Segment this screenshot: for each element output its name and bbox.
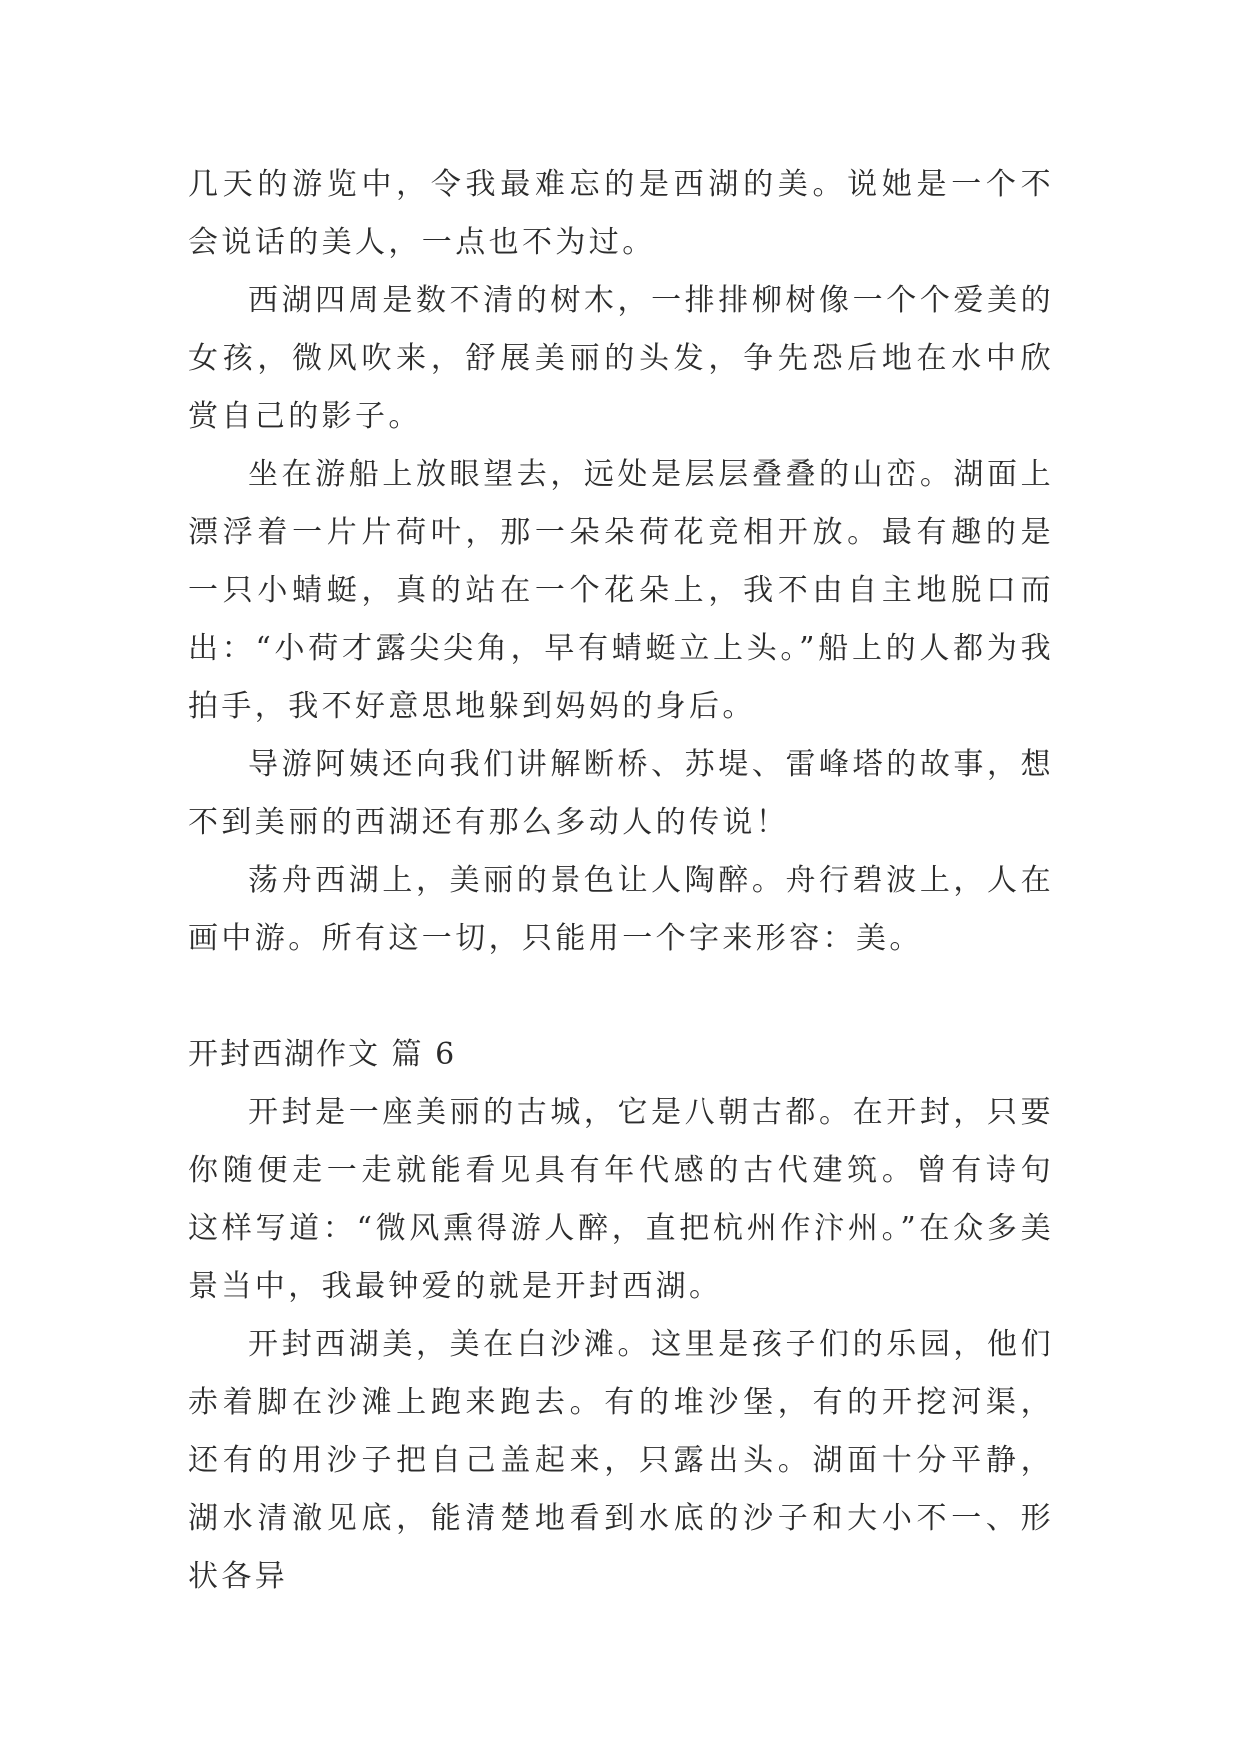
paragraph: 导游阿姨还向我们讲解断桥、苏堤、雷峰塔的故事，想不到美丽的西湖还有那么多动人的传说！ — [188, 747, 1054, 840]
document-body — [188, 156, 1054, 1606]
section-title: 开封西湖作文 篇 6 — [188, 1037, 457, 1072]
paragraph: 开封西湖美，美在白沙滩。这里是孩子们的乐园，他们赤着脚在沙滩上跑来跑去。有的堆沙堡，有的开挖河渠，还有的用沙子把自己盖起来，只露出头。湖面十分平静，湖水清澈见底，能清楚地看到水底的沙子和大小不一、形状各异 — [188, 1327, 1054, 1594]
paragraph: 开封是一座美丽的古城，它是八朝古都。在开封，只要你随便走一走就能看见具有年代感的古代建筑。曾有诗句这样写道：“微风熏得游人醉，直把杭州作汴州。”在众多美景当中，我最钟爱的就是开封西湖。 — [188, 1095, 1054, 1304]
paragraph: 坐在游船上放眼望去，远处是层层叠叠的山峦。湖面上漂浮着一片片荷叶，那一朵朵荷花竞相开放。最有趣的是一只小蜻蜓，真的站在一个花朵上，我不由自主地脱口而出：“小荷才露尖尖角，早有蜻蜓立上头。”船上的人都为我拍手，我不好意思地躲到妈妈的身后。 — [188, 457, 1054, 724]
paragraph: 几天的游览中，令我最难忘的是西湖的美。说她是一个不会说话的美人，一点也不为过。 — [188, 167, 1054, 260]
paragraph: 西湖四周是数不清的树木，一排排柳树像一个个爱美的女孩，微风吹来，舒展美丽的头发，争先恐后地在水中欣赏自己的影子。 — [188, 283, 1054, 434]
paragraph: 荡舟西湖上，美丽的景色让人陶醉。舟行碧波上，人在画中游。所有这一切，只能用一个字来形容：美。 — [188, 863, 1054, 956]
